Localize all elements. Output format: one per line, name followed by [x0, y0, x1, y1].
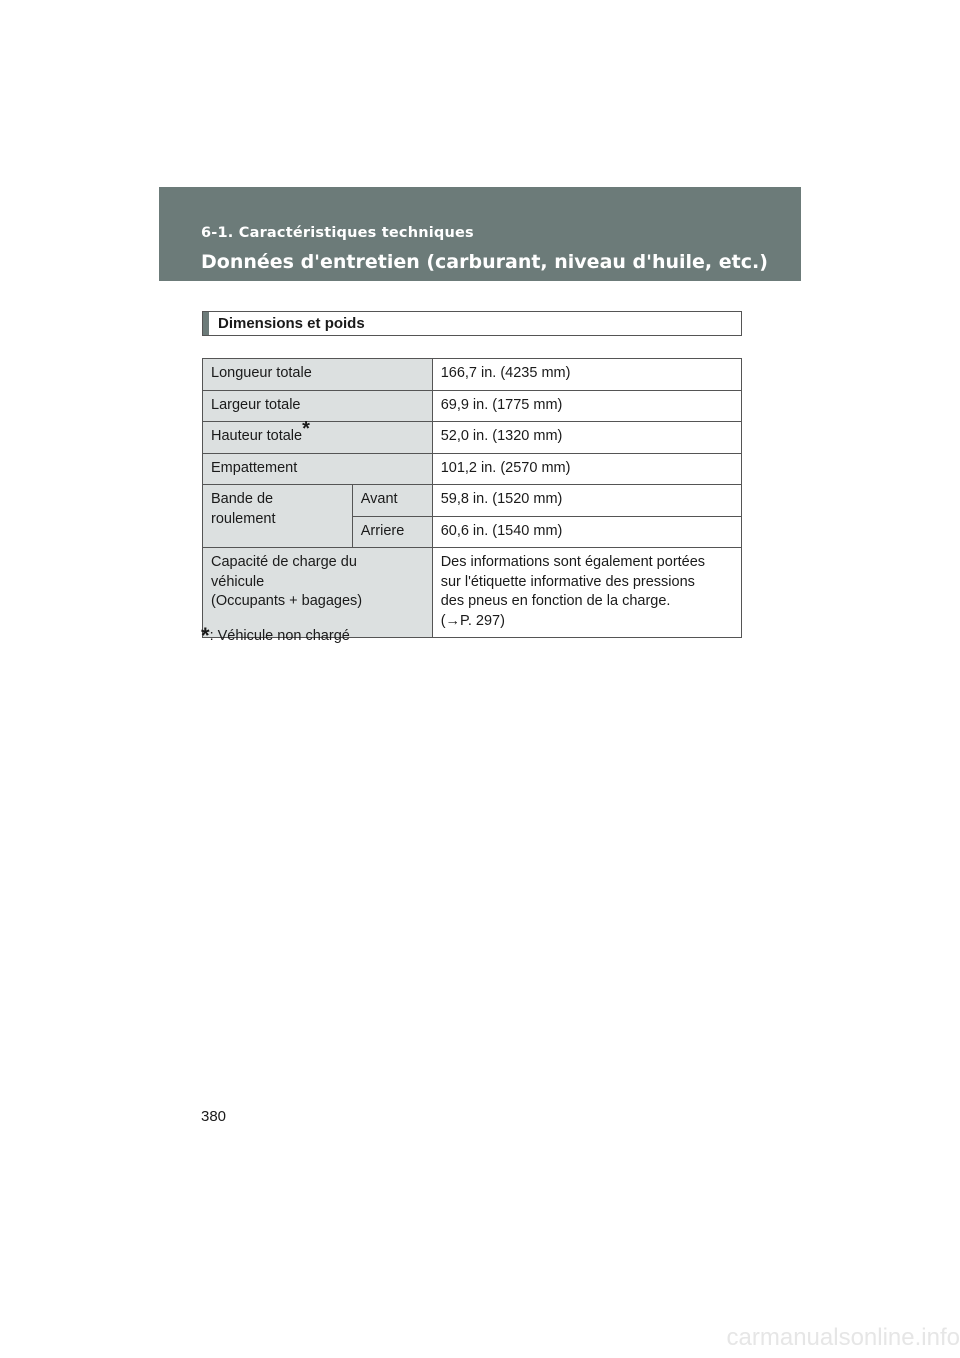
sub-label: Arriere — [352, 516, 432, 548]
sub-label: Avant — [352, 485, 432, 517]
row-label-line: roulement — [211, 510, 276, 527]
table-row — [203, 390, 742, 422]
page-reference-link[interactable]: (→P. 297) — [440, 612, 505, 629]
page-title: Données d'entretien (carburant, niveau d'huile, etc.) — [201, 251, 768, 273]
table-row — [203, 453, 742, 485]
row-value: 101,2 in. (2570 mm) — [432, 453, 741, 485]
dimensions-table — [202, 358, 742, 638]
footnote-marker: * — [201, 623, 210, 648]
footnote-text: : Véhicule non chargé — [209, 628, 350, 644]
row-value: 69,9 in. (1775 mm) — [432, 390, 741, 422]
footnote-marker: * — [302, 418, 310, 441]
row-label: Empattement — [203, 453, 433, 485]
row-value-line: Des informations sont également portées — [440, 554, 706, 570]
page-number: 380 — [201, 1108, 227, 1125]
row-value: 59,8 in. (1520 mm) — [432, 485, 741, 517]
row-label-line: Capacité de charge du — [211, 554, 357, 570]
chapter-header — [159, 187, 801, 281]
section-label: 6-1. Caractéristiques techniques — [201, 225, 474, 241]
table-row — [203, 485, 742, 517]
table-row — [203, 422, 742, 454]
row-value: 60,6 in. (1540 mm) — [432, 516, 741, 548]
watermark: carmanualsonline.info — [726, 1324, 960, 1351]
row-value-line: sur l'étiquette informative des pressions — [440, 573, 695, 590]
table-row — [203, 359, 742, 391]
row-value: 166,7 in. (4235 mm) — [432, 359, 741, 391]
subheading-accent-bar — [203, 312, 209, 335]
row-value-line: des pneus en fonction de la charge. — [440, 593, 671, 609]
row-label-line: (Occupants + bagages) — [211, 593, 363, 609]
row-label-line: véhicule — [211, 573, 265, 590]
row-label: Largeur totale — [203, 390, 433, 422]
subheading-title: Dimensions et poids — [218, 315, 365, 332]
row-label-line: Bande de — [211, 491, 274, 507]
row-label: Longueur totale — [203, 359, 433, 391]
row-value: 52,0 in. (1320 mm) — [432, 422, 741, 454]
row-label: Hauteur totale — [211, 428, 303, 444]
row-label-cell — [203, 485, 353, 548]
footnote — [201, 620, 350, 646]
row-label-cell — [203, 418, 433, 454]
row-value-cell — [432, 548, 741, 638]
subheading-box — [202, 311, 742, 336]
